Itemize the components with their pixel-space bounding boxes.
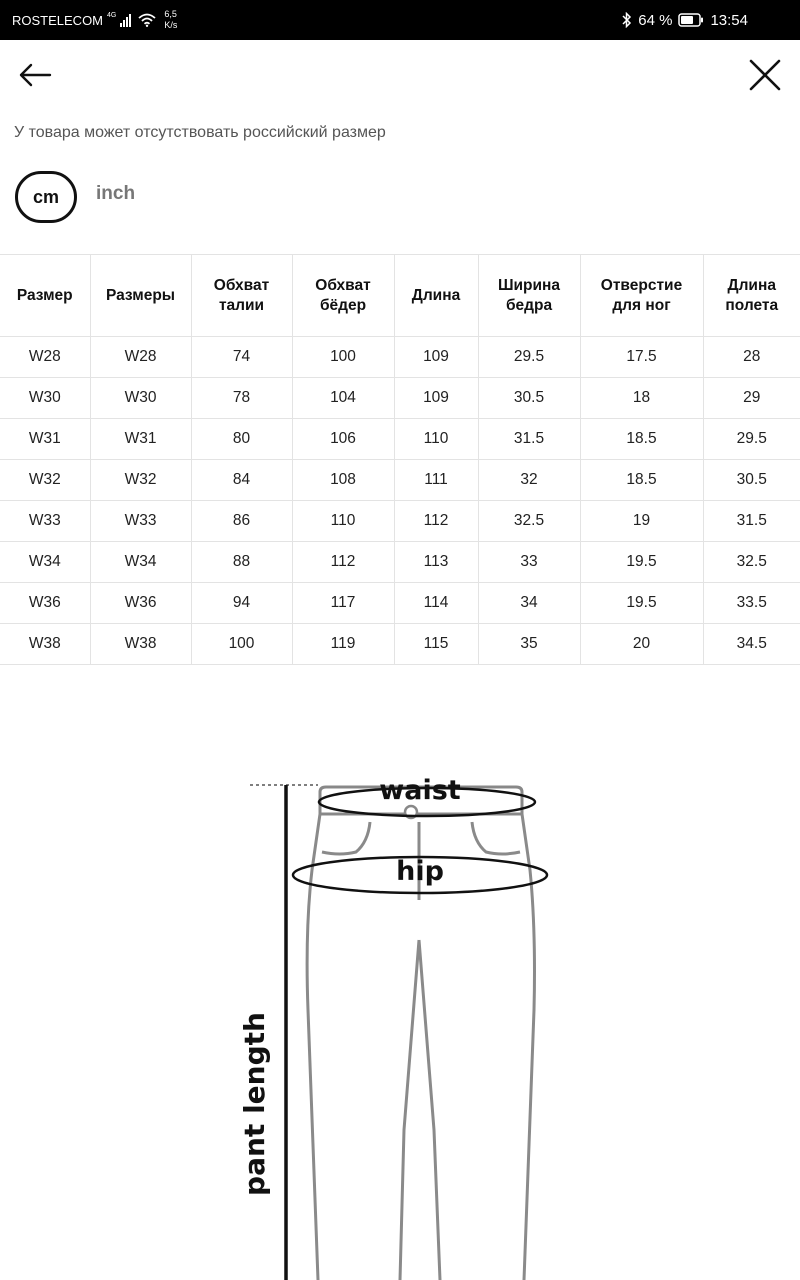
size-notice: У товара может отсутствовать российский размер [14,124,386,141]
header-text: бедра [505,296,553,314]
status-bar-left [12,0,177,40]
close-button[interactable] [744,54,786,96]
table-cell: 115 [394,624,478,665]
table-cell: 30.5 [478,378,580,419]
table-cell: 31.5 [703,501,800,542]
table-cell: W38 [0,624,90,665]
table-cell: 17.5 [580,337,703,378]
table-cell: 109 [394,337,478,378]
table-cell: 100 [292,337,394,378]
table-cell: 19 [580,501,703,542]
table-cell: 29.5 [703,419,800,460]
unit-cm-button[interactable] [15,171,77,223]
table-cell: 28 [703,337,800,378]
table-cell: W28 [90,337,191,378]
table-row [0,583,800,624]
unit-cm-label: cm [32,186,59,207]
table-cell: W33 [90,501,191,542]
wifi-icon [138,13,156,27]
header-text: бёдер [319,296,367,314]
speed-unit: K/s [164,20,178,30]
table-cell: 19.5 [580,583,703,624]
table-cell: 20 [580,624,703,665]
table-cell: 74 [191,337,292,378]
table-row [0,460,800,501]
network-speed [164,9,177,31]
status-bar [0,0,800,40]
unit-inch-button[interactable]: inch [96,183,136,204]
table-cell: 110 [292,501,394,542]
table-cell: 110 [394,419,478,460]
table-cell: 114 [394,583,478,624]
table-header-cell [394,255,478,337]
table-row [0,624,800,665]
table-cell: W30 [90,378,191,419]
size-table [0,254,800,665]
table-cell: 109 [394,378,478,419]
table-cell: 104 [292,378,394,419]
pant-length-label: pant length [238,1012,271,1196]
table-cell: 33.5 [703,583,800,624]
pants-measurement-diagram [0,770,800,1280]
carrier-label: ROSTELECOM [12,12,104,28]
table-row [0,378,800,419]
table-cell: 31.5 [478,419,580,460]
table-cell: 34 [478,583,580,624]
table-row [0,337,800,378]
battery-icon [678,13,704,27]
table-cell: W31 [90,419,191,460]
table-cell: 18 [580,378,703,419]
table-cell: 29 [703,378,800,419]
table-cell: 113 [394,542,478,583]
header-text: Размеры [105,286,176,304]
table-cell: 112 [292,542,394,583]
table-header-cell [703,255,800,337]
table-cell: 19.5 [580,542,703,583]
table-cell: W34 [0,542,90,583]
table-header-cell [580,255,703,337]
header-text: Отверстие [600,276,683,294]
table-cell: 117 [292,583,394,624]
table-cell: 18.5 [580,419,703,460]
back-button[interactable] [14,56,56,94]
table-row [0,501,800,542]
arrow-left-icon [18,63,52,87]
signal-icon [120,13,131,27]
table-cell: 18.5 [580,460,703,501]
bluetooth-icon [622,12,632,28]
table-cell: 30.5 [703,460,800,501]
table-cell: 32 [478,460,580,501]
speed-value: 6,5 [164,9,177,19]
table-header-cell [478,255,580,337]
table-cell: 119 [292,624,394,665]
header-text: для ног [612,296,671,314]
table-cell: 35 [478,624,580,665]
header-text: Размер [16,286,73,304]
table-cell: W36 [0,583,90,624]
close-icon [748,58,782,92]
table-cell: 80 [191,419,292,460]
header-text: полета [725,296,779,314]
clock: 13:54 [710,11,748,29]
table-cell: 33 [478,542,580,583]
header-text: Ширина [497,276,561,294]
table-cell: W34 [90,542,191,583]
table-cell: 86 [191,501,292,542]
header-text: Обхват [213,276,270,294]
table-cell: 84 [191,460,292,501]
table-body [0,337,800,665]
table-header-cell [292,255,394,337]
table-cell: 32.5 [478,501,580,542]
table-cell: 34.5 [703,624,800,665]
table-cell: W30 [0,378,90,419]
table-cell: W31 [0,419,90,460]
header-text: Длина [411,286,461,304]
table-cell: 32.5 [703,542,800,583]
table-header-cell [90,255,191,337]
table-cell: W38 [90,624,191,665]
table-cell: 88 [191,542,292,583]
table-cell: W36 [90,583,191,624]
table-row [0,542,800,583]
table-header-cell [0,255,90,337]
waist-label: waist [379,775,461,806]
table-cell: W28 [0,337,90,378]
battery-percent: 64 % [638,11,673,29]
table-cell: 100 [191,624,292,665]
table-cell: 94 [191,583,292,624]
table-cell: 108 [292,460,394,501]
table-cell: 29.5 [478,337,580,378]
table-cell: W32 [90,460,191,501]
table-cell: W32 [0,460,90,501]
header-text: талии [218,296,265,314]
table-row [0,419,800,460]
table-cell: 112 [394,501,478,542]
hip-label: hip [396,856,444,887]
table-cell: 78 [191,378,292,419]
network-type: 4G [107,11,117,19]
table-cell: 111 [394,460,478,501]
table-cell: 106 [292,419,394,460]
table-cell: W33 [0,501,90,542]
header-text: Длина [727,276,776,294]
status-bar-right [622,0,748,40]
table-header-cell [191,255,292,337]
header-text: Обхват [315,276,371,294]
table-header-row [0,255,800,337]
